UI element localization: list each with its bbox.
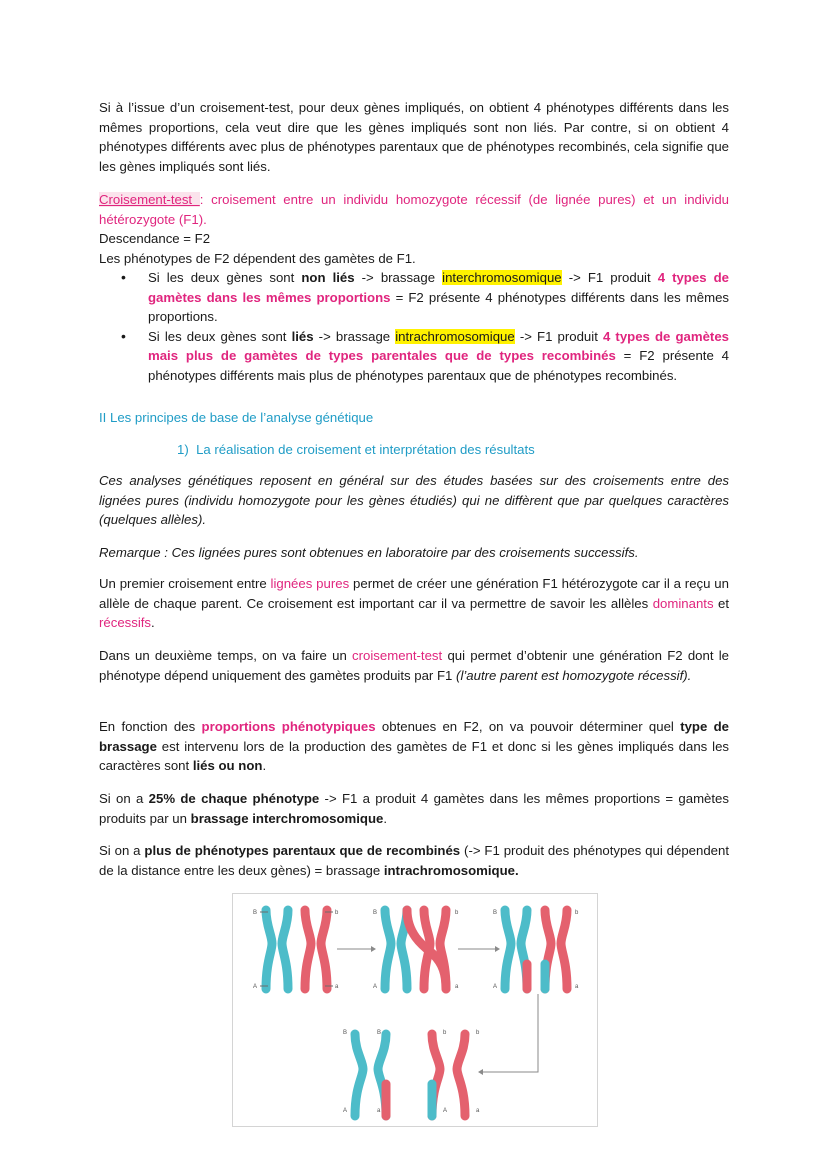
highlight-intra: intrachromosomique xyxy=(395,328,515,344)
bullet-list xyxy=(99,268,729,385)
label-gamete-1-B: B xyxy=(343,1030,348,1036)
paragraph-premier: Un premier croisement entre lignées pures permet de créer une génération F1 hétérozygote car il a reçu un allèle de chaque parent. Ce croisement est important car il va permettre de savoir les allèles dominants et récessifs. xyxy=(99,576,730,630)
label-A-2: A xyxy=(373,984,378,990)
label-gamete-2-B: B xyxy=(377,1030,382,1036)
paragraph-fonction: En fonction des proportions phénotypiques obtenues en F2, on va pouvoir déterminer quel type de brassage est intervenu lors de la production des gamètes de F1 et donc si les gènes impliqués dans les caractères sont liés ou non. xyxy=(99,719,730,773)
subsection-number: 1) xyxy=(177,442,189,457)
subsection-title xyxy=(177,440,737,460)
definition-block xyxy=(99,190,729,385)
bullet-item-non-lies: • Si les deux gènes sont non liés -> brassage interchromosomique -> F1 produit 4 types de gamètes dans les mêmes proportions = F2 présente 4 phénotypes différents dans les mêmes proportions. xyxy=(148,268,729,327)
label-gamete-4-a: a xyxy=(476,1108,480,1114)
label-A-3: A xyxy=(493,984,498,990)
label-gamete-2-a: a xyxy=(377,1108,381,1114)
label-b-2: b xyxy=(455,910,459,916)
chromosome-pair-1-red-left xyxy=(305,910,311,989)
bullet-item-lies: • Si les deux gènes sont liés -> brassage intrachromosomique -> F1 produit 4 types de gamètes mais plus de gamètes de types parentales que de types recombinés = F2 présente 4 phénotypes différents mais plus de phénotypes parentaux que de phénotypes recombinés. xyxy=(148,327,729,386)
highlight-inter: interchromosomique xyxy=(442,270,562,285)
label-A-1: A xyxy=(253,984,258,990)
label-a-2: a xyxy=(455,984,459,990)
label-a-3: a xyxy=(575,984,579,990)
chromosome-diagram-svg xyxy=(233,894,597,1126)
section-title: II Les principes de base de l’analyse génétique xyxy=(99,410,374,425)
definition-text: : croisement entre un individu homozygote récessif (de lignée pures) et un individu hétérozygote (F1). xyxy=(99,192,729,227)
intro-paragraph: Si à l’issue d’un croisement-test, pour deux gènes impliqués, on obtient 4 phénotypes différents dans les mêmes proportions, cela veut dire que les gènes impliqués sont non liés. Par contre, si on obtient 4 phénotypes différents avec plus de phénotypes parentaux que de phénotypes recombinés, cela signifie que les gènes impliqués sont liés. xyxy=(99,100,729,174)
definition-term: Croisement-test xyxy=(99,192,200,207)
subsection-text: La réalisation de croisement et interprétation des résultats xyxy=(196,442,535,457)
gamete-1 xyxy=(355,1034,363,1116)
paragraph-deuxieme: Dans un deuxième temps, on va faire un croisement-test qui permet d’obtenir une génération F2 dont le phénotype dépend uniquement des gamètes produits par F1 (l’autre parent est homozygote récessif). xyxy=(99,648,729,683)
label-b-3: b xyxy=(575,910,579,916)
chromosome-pair-1-blue-right xyxy=(282,910,288,989)
arrow-2-head xyxy=(495,946,500,952)
arrow-1-head xyxy=(371,946,376,952)
chromosome-pair-3-blue-left xyxy=(505,910,511,989)
label-B-3: B xyxy=(493,910,498,916)
remarque: Remarque : Ces lignées pures sont obtenues en laboratoire par des croisements successifs. xyxy=(99,545,639,560)
crossing-over-diagram xyxy=(232,893,598,1127)
gamete-4 xyxy=(457,1034,465,1116)
label-gamete-1-A: A xyxy=(343,1108,348,1114)
descendance-line: Descendance = F2 xyxy=(99,231,211,246)
chromosome-pair-1-red-right xyxy=(321,910,327,989)
label-b-1: b xyxy=(335,910,339,916)
definition-paragraph xyxy=(99,190,729,229)
label-B-1: B xyxy=(253,910,258,916)
phenotypes-intro: Les phénotypes de F2 dépendent des gamètes de F1. xyxy=(99,250,416,266)
arrow-3 xyxy=(483,994,538,1072)
chromosome-pair-1-blue-left xyxy=(266,910,272,989)
label-gamete-4-b: b xyxy=(476,1030,480,1036)
chromosome-pair-3-red-right xyxy=(561,910,567,989)
label-gamete-3-b: b xyxy=(443,1030,447,1036)
label-a-1: a xyxy=(335,984,339,990)
paragraph-plus: Si on a plus de phénotypes parentaux que de recombinés (-> F1 produit des phénotypes qui dépendent de la distance entre les deux gènes) = brassage intrachromosomique. xyxy=(99,843,729,878)
label-gamete-3-A: A xyxy=(443,1108,448,1114)
chromosome-pair-2-blue-left xyxy=(385,910,391,989)
paragraph-25: Si on a 25% de chaque phénotype -> F1 a produit 4 gamètes dans les mêmes proportions = gamètes produits par un brassage interchromosomique. xyxy=(99,791,729,826)
arrow-3-head xyxy=(478,1069,483,1075)
label-B-2: B xyxy=(373,910,378,916)
italic-paragraph: Ces analyses génétiques reposent en général sur des études basées sur des croisements entre des lignées pures (individu homozygote pour les gènes étudiés) qui ne diffèrent que par quelques caractères (quelques allèles). xyxy=(99,473,729,527)
